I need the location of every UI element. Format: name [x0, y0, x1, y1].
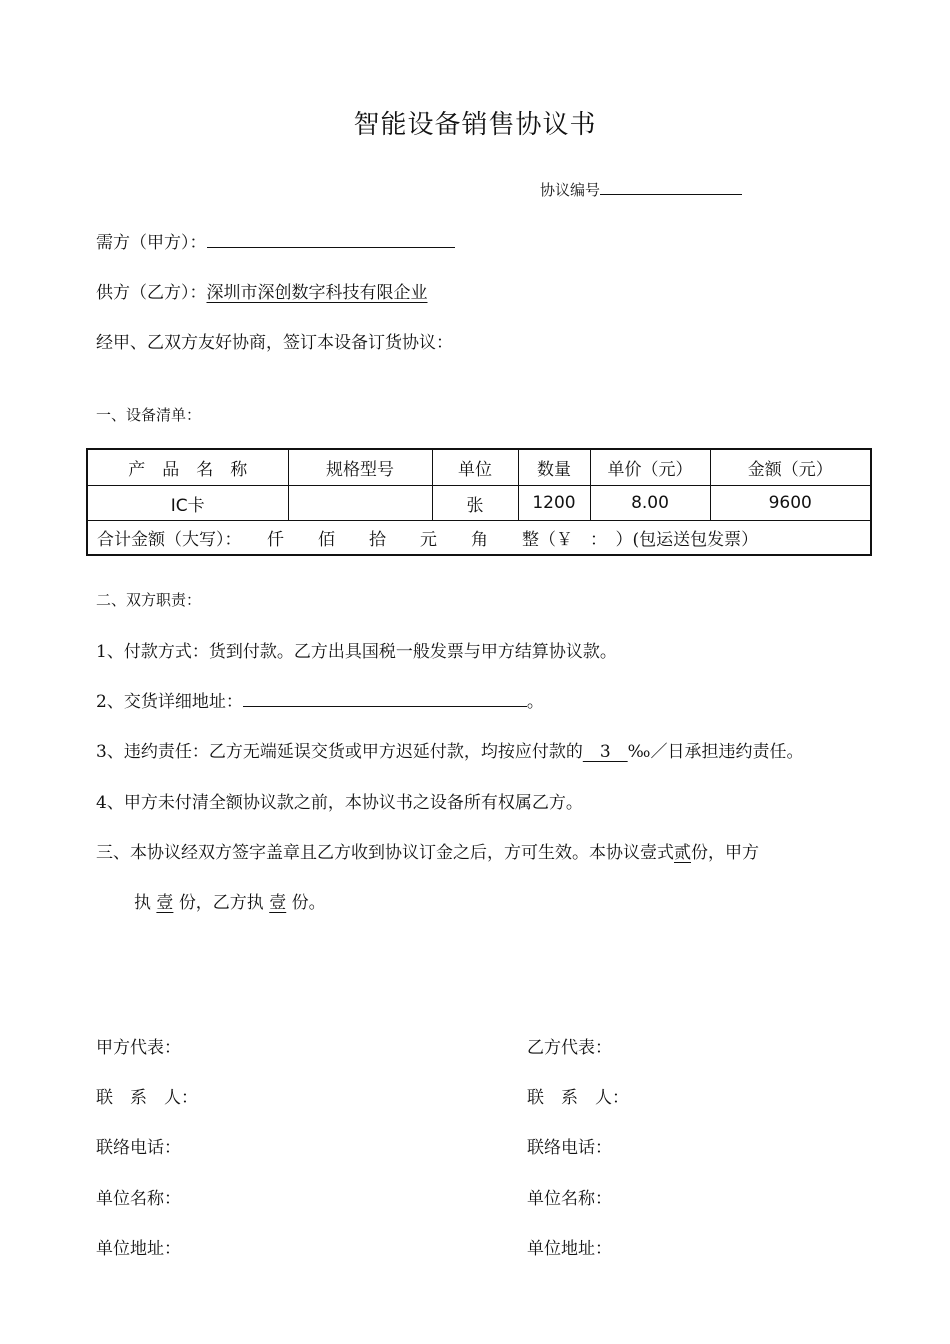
agreement-number-label: 协议编号 [540, 181, 601, 199]
breach-text-end: ‰／日承担违约责任。 [627, 742, 804, 762]
contact-b-label: 联 系 人： [527, 1088, 629, 1108]
unit-name-a-label: 单位名称： [96, 1189, 181, 1209]
seller-line [96, 278, 428, 303]
section-validity [96, 838, 759, 863]
clause-delivery-address [96, 687, 544, 712]
breach-rate: 3 [582, 742, 628, 762]
total-copies: 贰 [674, 843, 691, 863]
clause-payment: 1、付款方式：货到付款。乙方出具国税一般发票与甲方结算协议款。 [96, 642, 617, 662]
section-responsibilities: 二、双方职责： [96, 591, 202, 609]
delivery-address-label: 2、交货详细地址： [96, 692, 243, 712]
copies-text-a: 执 [134, 893, 151, 913]
unit-name-b-label: 单位名称： [527, 1189, 612, 1209]
header-amount: 金额（元） [710, 449, 871, 486]
equipment-table [86, 448, 872, 556]
seller-name: 深圳市深创数字科技有限企业 [206, 283, 428, 303]
table-total-row [87, 521, 871, 556]
document-title: 智能设备销售协议书 [353, 110, 597, 140]
section-equipment-list: 一、设备清单： [96, 406, 202, 424]
header-product-name: 产 品 名 称 [87, 449, 288, 486]
delivery-address-blank [243, 690, 527, 707]
cell-quantity: 1200 [518, 486, 590, 521]
table-header-row [87, 449, 871, 486]
cell-unit-price: 8.00 [590, 486, 710, 521]
agreement-number-blank [600, 178, 742, 195]
clause-breach [96, 737, 803, 762]
validity-text-end: 份，甲方 [691, 843, 759, 863]
cell-spec-model [288, 486, 432, 521]
phone-a-label: 联络电话： [96, 1138, 181, 1158]
cell-total-amount: 合计金额（大写）： 仟 佰 拾 元 角 整（￥ ： ）(包运送包发票） [87, 521, 871, 556]
intro-text: 经甲、乙双方友好协商，签订本设备订货协议： [96, 333, 453, 353]
cell-product-name: IC卡 [87, 486, 288, 521]
copies-party-a: 壹 [156, 893, 174, 913]
cell-amount: 9600 [710, 486, 871, 521]
cell-unit: 张 [432, 486, 518, 521]
header-unit-price: 单价（元） [590, 449, 710, 486]
rep-a-label: 甲方代表： [96, 1038, 181, 1058]
copies-text-end: 份。 [291, 893, 326, 913]
contact-a-label: 联 系 人： [96, 1088, 198, 1108]
rep-b-label: 乙方代表： [527, 1038, 612, 1058]
validity-text: 三、本协议经双方签字盖章且乙方收到协议订金之后，方可生效。本协议壹式 [96, 843, 674, 863]
unit-address-a-label: 单位地址： [96, 1239, 181, 1259]
buyer-line [96, 228, 455, 253]
phone-b-label: 联络电话： [527, 1138, 612, 1158]
breach-text: 3、违约责任：乙方无端延误交货或甲方迟延付款，均按应付款的 [96, 742, 583, 762]
buyer-label: 需方（甲方）： [96, 233, 207, 253]
unit-address-b-label: 单位地址： [527, 1239, 612, 1259]
copies-text-b: 份，乙方执 [178, 893, 264, 913]
agreement-number [540, 178, 742, 200]
seller-label: 供方（乙方）： [96, 283, 207, 303]
copies-line [134, 888, 326, 913]
copies-party-b: 壹 [269, 893, 287, 913]
header-quantity: 数量 [518, 449, 590, 486]
delivery-address-end: 。 [526, 692, 544, 712]
clause-ownership: 4、甲方未付清全额协议款之前，本协议书之设备所有权属乙方。 [96, 793, 583, 813]
header-spec-model: 规格型号 [288, 449, 432, 486]
buyer-blank [207, 231, 455, 248]
table-row [87, 486, 871, 521]
header-unit: 单位 [432, 449, 518, 486]
